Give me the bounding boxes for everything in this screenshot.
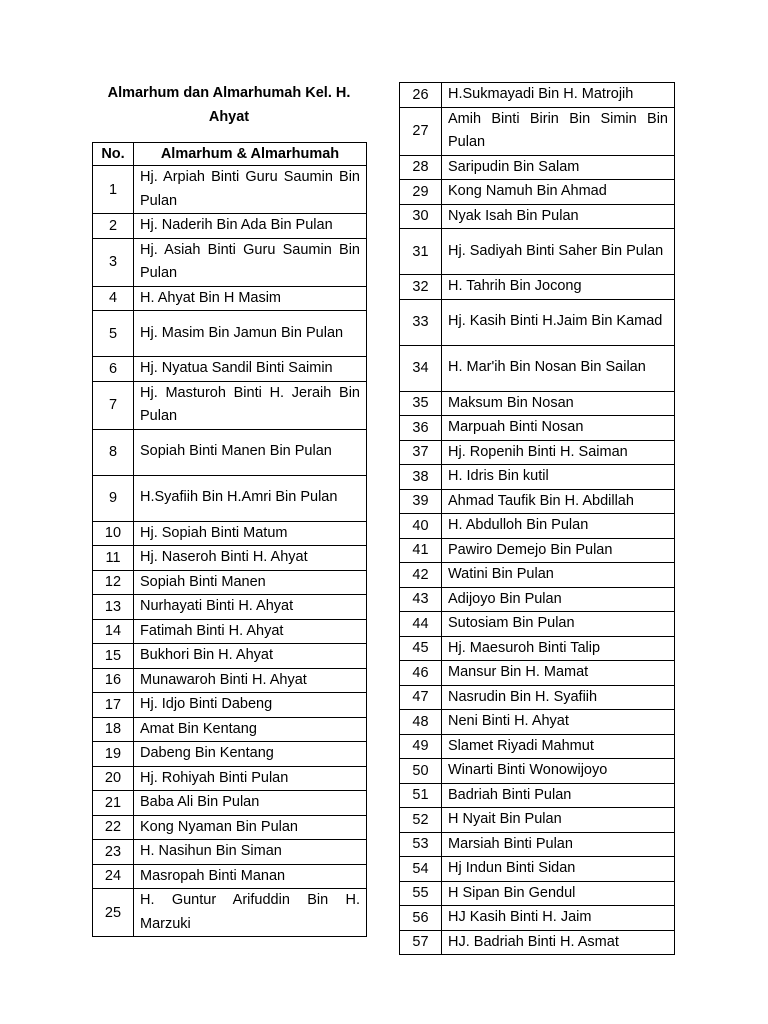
row-number: 9 xyxy=(93,475,134,521)
table-row xyxy=(400,538,675,563)
row-number: 49 xyxy=(400,734,442,759)
row-number: 31 xyxy=(400,229,442,275)
row-number: 22 xyxy=(93,815,134,840)
table-row xyxy=(400,685,675,710)
table-row xyxy=(93,693,367,718)
row-number: 47 xyxy=(400,685,442,710)
row-name: Kong Namuh Bin Ahmad xyxy=(442,180,675,205)
row-number: 41 xyxy=(400,538,442,563)
row-number: 12 xyxy=(93,570,134,595)
row-name: Nasrudin Bin H. Syafiih xyxy=(442,685,675,710)
row-number: 46 xyxy=(400,661,442,686)
table-row xyxy=(400,180,675,205)
row-name: H. Idris Bin kutil xyxy=(442,465,675,490)
row-number: 51 xyxy=(400,783,442,808)
row-number: 42 xyxy=(400,563,442,588)
table-row xyxy=(93,644,367,669)
row-number: 21 xyxy=(93,791,134,816)
row-name: Amat Bin Kentang xyxy=(134,717,367,742)
table-row xyxy=(400,275,675,300)
row-name: Maksum Bin Nosan xyxy=(442,391,675,416)
table-row xyxy=(93,166,367,214)
row-number: 38 xyxy=(400,465,442,490)
table-row xyxy=(400,612,675,637)
row-name: Hj. Nyatua Sandil Binti Saimin xyxy=(134,357,367,382)
table-row xyxy=(93,357,367,382)
row-name: Sopiah Binti Manen xyxy=(134,570,367,595)
row-number: 39 xyxy=(400,489,442,514)
row-number: 29 xyxy=(400,180,442,205)
table-row xyxy=(400,636,675,661)
table-row xyxy=(93,214,367,239)
table-row xyxy=(400,107,675,155)
row-name: Hj. Sadiyah Binti Saher Bin Pulan xyxy=(442,229,675,275)
table-row xyxy=(93,521,367,546)
row-number: 40 xyxy=(400,514,442,539)
row-name: Hj. Idjo Binti Dabeng xyxy=(134,693,367,718)
table-row xyxy=(400,514,675,539)
row-name: Hj. Sopiah Binti Matum xyxy=(134,521,367,546)
table-row xyxy=(93,286,367,311)
row-name: Hj. Ropenih Binti H. Saiman xyxy=(442,440,675,465)
row-name: HJ Kasih Binti H. Jaim xyxy=(442,906,675,931)
table-row xyxy=(93,717,367,742)
row-number: 44 xyxy=(400,612,442,637)
row-number: 15 xyxy=(93,644,134,669)
row-name: H. Ahyat Bin H Masim xyxy=(134,286,367,311)
row-name: Badriah Binti Pulan xyxy=(442,783,675,808)
row-number: 33 xyxy=(400,299,442,345)
table-row xyxy=(400,808,675,833)
row-number: 56 xyxy=(400,906,442,931)
table-row xyxy=(400,734,675,759)
table-row xyxy=(400,489,675,514)
table-row xyxy=(400,416,675,441)
table-row xyxy=(400,563,675,588)
row-name: H Sipan Bin Gendul xyxy=(442,881,675,906)
table-body-left xyxy=(93,166,367,937)
table-row xyxy=(400,83,675,108)
row-name: Pawiro Demejo Bin Pulan xyxy=(442,538,675,563)
row-number: 52 xyxy=(400,808,442,833)
row-number: 1 xyxy=(93,166,134,214)
table-row xyxy=(93,840,367,865)
row-number: 4 xyxy=(93,286,134,311)
row-name: Sopiah Binti Manen Bin Pulan xyxy=(134,429,367,475)
row-number: 26 xyxy=(400,83,442,108)
row-name: Marpuah Binti Nosan xyxy=(442,416,675,441)
table-row xyxy=(93,475,367,521)
table-row xyxy=(400,857,675,882)
table-row xyxy=(400,299,675,345)
row-number: 30 xyxy=(400,204,442,229)
table-row xyxy=(93,791,367,816)
row-number: 45 xyxy=(400,636,442,661)
row-name: Neni Binti H. Ahyat xyxy=(442,710,675,735)
row-name: Nurhayati Binti H. Ahyat xyxy=(134,595,367,620)
table-row xyxy=(400,587,675,612)
row-name: Ahmad Taufik Bin H. Abdillah xyxy=(442,489,675,514)
row-name: H. Nasihun Bin Siman xyxy=(134,840,367,865)
row-name: Amih Binti Birin Bin Simin Bin Pulan xyxy=(442,107,675,155)
row-name: H.Sukmayadi Bin H. Matrojih xyxy=(442,83,675,108)
table-row xyxy=(400,204,675,229)
row-number: 36 xyxy=(400,416,442,441)
row-number: 24 xyxy=(93,864,134,889)
row-number: 37 xyxy=(400,440,442,465)
row-number: 2 xyxy=(93,214,134,239)
table-row xyxy=(93,668,367,693)
row-name: Dabeng Bin Kentang xyxy=(134,742,367,767)
row-name: Slamet Riyadi Mahmut xyxy=(442,734,675,759)
table-row xyxy=(400,465,675,490)
table-row xyxy=(93,766,367,791)
table-row xyxy=(93,546,367,571)
table-row xyxy=(93,570,367,595)
row-number: 53 xyxy=(400,832,442,857)
row-name: Hj. Kasih Binti H.Jaim Bin Kamad xyxy=(442,299,675,345)
table-row xyxy=(93,238,367,286)
table-row xyxy=(400,345,675,391)
row-number: 23 xyxy=(93,840,134,865)
row-number: 10 xyxy=(93,521,134,546)
row-name: Hj. Masturoh Binti H. Jeraih Bin Pulan xyxy=(134,381,367,429)
row-name: Mansur Bin H. Mamat xyxy=(442,661,675,686)
row-name: Hj. Masim Bin Jamun Bin Pulan xyxy=(134,311,367,357)
row-number: 50 xyxy=(400,759,442,784)
column-header-name: Almarhum & Almarhumah xyxy=(134,143,367,166)
table-row xyxy=(400,155,675,180)
table-row xyxy=(400,832,675,857)
table-row xyxy=(93,429,367,475)
table-row xyxy=(93,381,367,429)
row-number: 16 xyxy=(93,668,134,693)
row-name: Masropah Binti Manan xyxy=(134,864,367,889)
row-number: 43 xyxy=(400,587,442,612)
row-number: 55 xyxy=(400,881,442,906)
row-number: 57 xyxy=(400,930,442,955)
table-row xyxy=(400,906,675,931)
row-name: HJ. Badriah Binti H. Asmat xyxy=(442,930,675,955)
row-name: Hj. Rohiyah Binti Pulan xyxy=(134,766,367,791)
row-number: 6 xyxy=(93,357,134,382)
row-name: H. Mar'ih Bin Nosan Bin Sailan xyxy=(442,345,675,391)
row-number: 18 xyxy=(93,717,134,742)
table-row xyxy=(93,864,367,889)
row-name: Nyak Isah Bin Pulan xyxy=(442,204,675,229)
row-number: 19 xyxy=(93,742,134,767)
row-name: Sutosiam Bin Pulan xyxy=(442,612,675,637)
row-name: Bukhori Bin H. Ahyat xyxy=(134,644,367,669)
column-header-no: No. xyxy=(93,143,134,166)
row-number: 28 xyxy=(400,155,442,180)
table-row xyxy=(400,930,675,955)
row-number: 13 xyxy=(93,595,134,620)
row-number: 32 xyxy=(400,275,442,300)
row-name: Saripudin Bin Salam xyxy=(442,155,675,180)
table-row xyxy=(400,229,675,275)
deceased-table-right xyxy=(399,82,675,955)
row-name: H.Syafiih Bin H.Amri Bin Pulan xyxy=(134,475,367,521)
row-number: 7 xyxy=(93,381,134,429)
row-name: H. Tahrih Bin Jocong xyxy=(442,275,675,300)
deceased-table-left xyxy=(92,142,367,937)
row-number: 5 xyxy=(93,311,134,357)
row-number: 48 xyxy=(400,710,442,735)
row-name: H. Guntur Arifuddin Bin H. Marzuki xyxy=(134,889,367,937)
row-name: Adijoyo Bin Pulan xyxy=(442,587,675,612)
row-number: 34 xyxy=(400,345,442,391)
table-row xyxy=(93,742,367,767)
table-row xyxy=(93,889,367,937)
row-name: Hj. Arpiah Binti Guru Saumin Bin Pulan xyxy=(134,166,367,214)
table-row xyxy=(400,661,675,686)
table-row xyxy=(400,710,675,735)
row-number: 27 xyxy=(400,107,442,155)
row-name: Fatimah Binti H. Ahyat xyxy=(134,619,367,644)
row-name: Hj. Maesuroh Binti Talip xyxy=(442,636,675,661)
table-row xyxy=(93,619,367,644)
row-name: Kong Nyaman Bin Pulan xyxy=(134,815,367,840)
row-name: Watini Bin Pulan xyxy=(442,563,675,588)
row-name: H Nyait Bin Pulan xyxy=(442,808,675,833)
row-name: Hj. Naderih Bin Ada Bin Pulan xyxy=(134,214,367,239)
table-row xyxy=(400,759,675,784)
table-row xyxy=(93,595,367,620)
row-name: Marsiah Binti Pulan xyxy=(442,832,675,857)
row-name: Baba Ali Bin Pulan xyxy=(134,791,367,816)
row-number: 17 xyxy=(93,693,134,718)
row-name: Hj Indun Binti Sidan xyxy=(442,857,675,882)
row-name: Winarti Binti Wonowijoyo xyxy=(442,759,675,784)
row-number: 35 xyxy=(400,391,442,416)
row-number: 14 xyxy=(93,619,134,644)
table-row xyxy=(400,440,675,465)
table-row xyxy=(400,391,675,416)
row-name: Hj. Naseroh Binti H. Ahyat xyxy=(134,546,367,571)
table-body-right xyxy=(400,83,675,955)
row-number: 25 xyxy=(93,889,134,937)
table-row xyxy=(93,815,367,840)
row-name: Hj. Asiah Binti Guru Saumin Bin Pulan xyxy=(134,238,367,286)
row-number: 54 xyxy=(400,857,442,882)
table-row xyxy=(400,881,675,906)
row-number: 11 xyxy=(93,546,134,571)
row-number: 3 xyxy=(93,238,134,286)
row-number: 20 xyxy=(93,766,134,791)
table-row xyxy=(400,783,675,808)
row-name: H. Abdulloh Bin Pulan xyxy=(442,514,675,539)
table-header-row xyxy=(93,143,367,166)
row-number: 8 xyxy=(93,429,134,475)
table-row xyxy=(93,311,367,357)
document-title: Almarhum dan Almarhumah Kel. H. Ahyat xyxy=(107,85,351,125)
row-name: Munawaroh Binti H. Ahyat xyxy=(134,668,367,693)
